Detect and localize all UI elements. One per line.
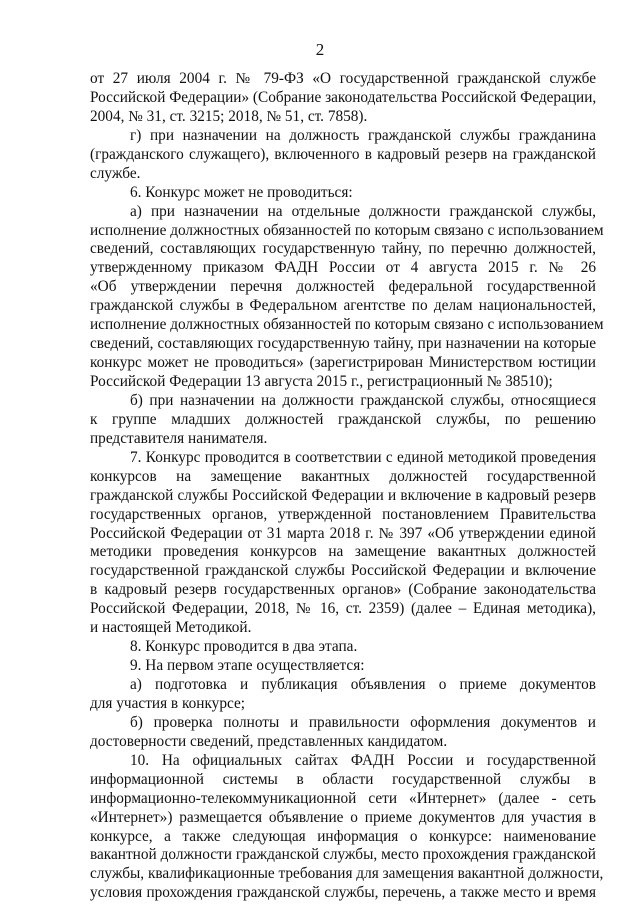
text-line: представителя нанимателя. [90,429,268,447]
text-line: в кадровый резерв государственных органов» (Собрание законодательства [90,581,596,599]
text-line: условия прохождения гражданской службы, перечень, а также место и время [90,884,596,902]
text-line: а) подготовка и публикация объявления о приеме документов [130,676,596,693]
text-line: государственной гражданской службы Российской Федерации и включение [90,562,596,580]
page-number: 2 [315,40,325,59]
text-line: б) проверка полноты и правильности оформления документов и [130,713,596,731]
text-line: исполнение должностных обязанностей по которым связано с использованием [90,221,604,239]
text-line: конкурсе, а также следующая информация о конкурсе: наименование [90,827,596,845]
text-line: б) при назначении на должности гражданской службы, относящиеся [130,391,596,409]
text-line: сведений, составляющих государственную тайну, при назначении на которые [90,335,596,353]
text-line: государственных органов, утвержденной постановлением Правительства [90,505,596,523]
text-line: 9. На первом этапе осуществляется: [130,657,365,675]
text-line: 6. Конкурс может не проводиться: [130,183,353,201]
text-line: а) при назначении на отдельные должности гражданской службы, [130,202,596,220]
text-line: утвержденному приказом ФАДН России от 4 августа 2015 г. № 26 [90,259,596,277]
text-line: к группе младших должностей гражданской службы, по решению [90,410,596,428]
text-line: гражданской службы Российской Федерации и включение в кадровый резерв [90,486,596,504]
text-line: службы, квалификационные требования для замещения вакантной должности, [90,865,604,883]
text-line: Российской Федерации от 31 марта 2018 г. № 397 «Об утверждении единой [90,524,596,542]
text-line: от 27 июля 2004 г. № 79-ФЗ «О государственной гражданской службе [90,70,596,87]
text-line: 10. На официальных сайтах ФАДН России и государственной [130,751,596,769]
text-line: службе. [90,164,141,182]
text-line: Российской Федерации, 2018, № 16, ст. 2359) (далее – Единая методика), [90,600,596,618]
text-line: конкурс может не проводиться» (зарегистрирован Министерством юстиции [90,354,596,372]
text-line: г) при назначении на должность гражданской службы гражданина [130,126,596,144]
text-line: исполнение должностных обязанностей по которым связано с использованием [90,316,604,334]
text-line: достоверности сведений, представленных кандидатом. [90,732,448,750]
text-line: для участия в конкурсе; [90,694,245,712]
text-line: вакантной должности гражданской службы, место прохождения гражданской [90,846,596,864]
text-line: методики проведения конкурсов на замещение вакантных должностей [90,543,596,561]
text-line: и настоящей Методикой. [90,619,252,637]
text-line: 2004, № 31, ст. 3215; 2018, № 51, ст. 7858). [90,107,368,125]
text-line: Российской Федерации» (Собрание законодательства Российской Федерации, [90,88,597,106]
body-text [90,70,604,903]
text-line: «Об утверждении перечня должностей федеральной государственной [90,278,596,296]
text-line: информационной системы в области государственной службы в [90,770,596,788]
text-line: гражданской службы в Федеральном агентстве по делам национальностей, [90,297,596,315]
text-line: 8. Конкурс проводится в два этапа. [130,638,358,656]
text-line: 7. Конкурс проводится в соответствии с единой методикой проведения [130,448,596,466]
text-line: «Интернет») размещается объявление о приеме документов для участия в [90,808,596,826]
text-line: Российской Федерации 13 августа 2015 г., регистрационный № 38510); [90,373,553,390]
text-line: информационно-телекоммуникационной сети «Интернет» (далее - сеть [90,789,596,807]
text-line: (гражданского служащего), включенного в кадровый резерв на гражданской [90,145,596,163]
text-line: конкурсов на замещение вакантных должностей государственной [90,467,596,485]
text-line: сведений, составляющих государственную тайну, по перечню должностей, [90,240,596,258]
